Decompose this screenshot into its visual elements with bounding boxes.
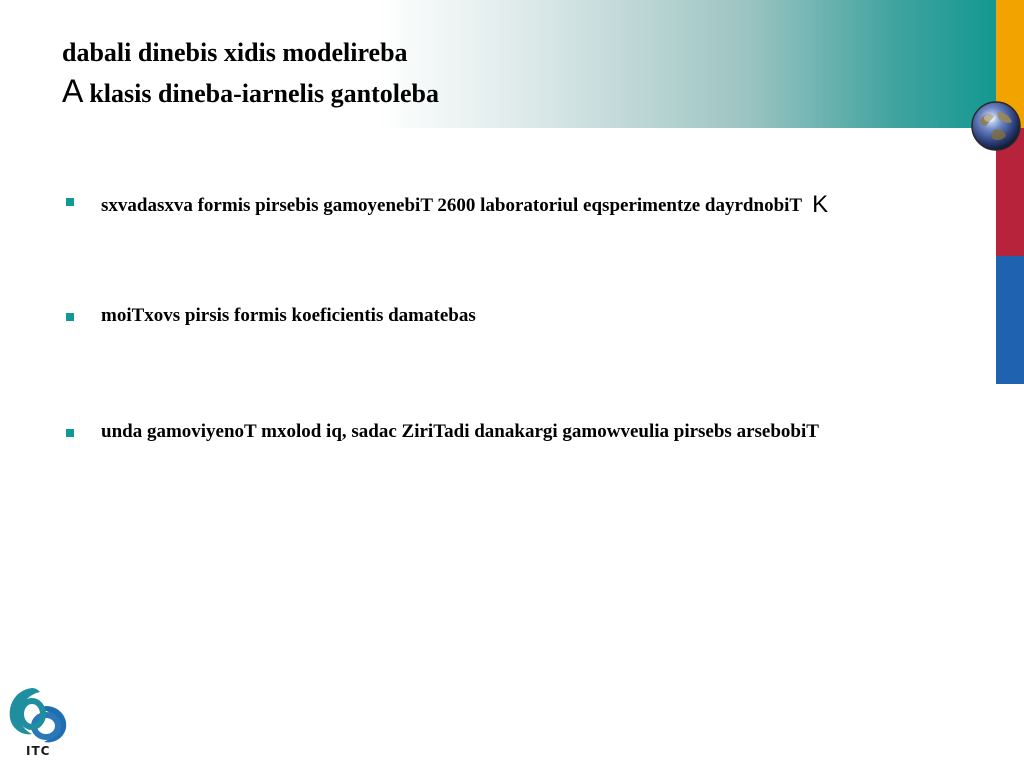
blue-bar bbox=[996, 256, 1024, 384]
bullet-text-1: sxvadasxva formis pirsebis gamoyenebiT 2600 laboratoriul eqsperimentze dayrdnobiT bbox=[101, 195, 803, 216]
title-line-2-text: klasis dineba-iarnelis gantoleba bbox=[89, 79, 439, 108]
title-line-2 bbox=[62, 72, 439, 113]
bullet-text-3: unda gamoviyenoT mxolod iq, sadac ZiriTadi danakargi gamowveulia pirsebs arsebobiT bbox=[101, 421, 819, 442]
title-letter: A bbox=[62, 73, 84, 109]
globe-icon bbox=[970, 100, 1022, 152]
title-line-1: dabali dinebis xidis modelireba bbox=[62, 38, 408, 67]
bullet-symbol-k: K bbox=[812, 191, 829, 218]
bullet-square-icon bbox=[66, 313, 74, 321]
itc-logo-text: ITC bbox=[26, 744, 51, 758]
side-color-bars bbox=[996, 0, 1024, 384]
bullet-square-icon bbox=[66, 429, 74, 437]
bullet-text-2: moiTxovs pirsis formis koeficientis damatebas bbox=[101, 305, 476, 326]
bullet-square-icon bbox=[66, 198, 74, 206]
slide-title bbox=[62, 34, 439, 113]
